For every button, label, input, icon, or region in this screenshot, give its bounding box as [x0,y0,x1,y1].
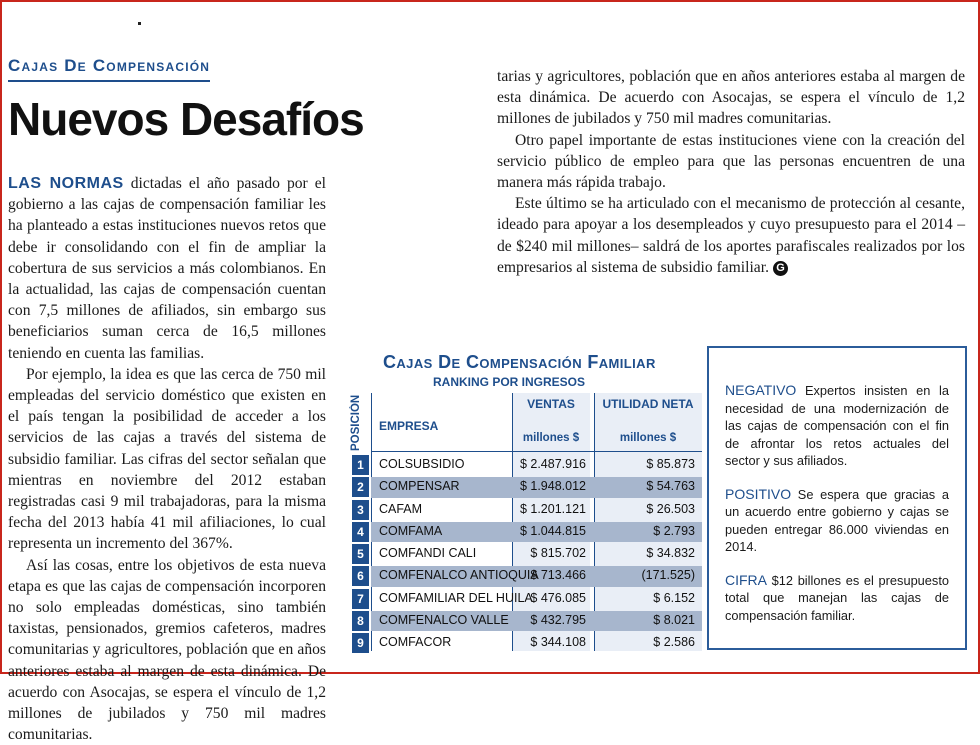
empresa-cell: COMFAMILIAR DEL HUILA [379,590,533,605]
utilidad-cell: $ 26.503 [646,501,695,516]
position-number: 8 [352,611,369,631]
section-label: Cajas De Compensación [8,56,210,82]
header-rule [371,451,702,452]
empresa-cell: COMFANDI CALI [379,546,477,561]
col-header-utilidad: UTILIDAD NETA [602,397,694,411]
utilidad-cell: $ 2.586 [653,635,695,650]
paragraph-5-text: Este último se ha articulado con el mecanismo de protección al cesante, ideado para apoyar a los desempleados y cuyo presupuesto para el 2014 –de $240 mil millones– saldrá de los aportes parafiscales realizados por los empresarios al sistema de subsidio familiar. [497,195,965,276]
position-number: 6 [352,566,369,586]
col-header-posicion: POSICIÓN [350,394,362,451]
cifra-paragraph [725,572,949,625]
positivo-text: Se espera que gracias a un acuerdo entre gobierno y cajas se pueden entregar 86.000 viviendas en 2014. [725,486,949,554]
positivo-keyword: POSITIVO [725,485,792,502]
empresa-cell: COMFACOR [379,635,452,650]
table-row [347,543,702,565]
ventas-cell: $ 476.085 [530,590,586,605]
article-paragraph-3: Así las cosas, entre los objetivos de esta nueva etapa es que las cajas de compensación incorporen no solo empleadas domésticas, sino también taxistas, pensionados, gremios cafeteros, madres comunitarias y agricultores, población que en años anteriores estaba al margen de esta dinámica. De acuerdo con Asocajas, se espera el vínculo de 1,2 millones de jubilados y 750 mil madres comunitarias. [8,556,326,744]
empresa-cell: COMFAMA [379,523,443,538]
article-column-2 [497,66,965,278]
stray-dot [138,22,141,25]
utilidad-cell: $ 85.873 [646,457,695,471]
utilidad-cell: $ 6.152 [653,590,695,605]
table-row [347,588,702,610]
table-row [347,499,702,521]
table-row [347,610,702,632]
col-header-empresa: EMPRESA [379,419,439,433]
negativo-keyword: NEGATIVO [725,382,797,398]
cifra-text: $12 billones es el presupuesto total que manejan las cajas de compensación familiar. [725,572,949,623]
position-number: 1 [352,455,369,475]
table-row [347,565,702,587]
table-row [347,632,702,654]
positivo-paragraph [725,486,949,556]
position-number: 2 [352,477,369,497]
lead-word: LAS NORMAS [8,175,124,192]
empresa-cell: CAFAM [379,501,423,516]
table-rows [347,454,702,655]
position-number: 7 [352,589,369,609]
table-row [347,454,702,476]
article-paragraph-5 [497,193,965,278]
article-paragraph-2: Por ejemplo, la idea es que las cerca de 750 mil empleadas del servicio doméstico que existen en el país tengan la posibilidad de acceder a los servicios de las cajas a través del sistema de subsidio familiar. Las cifras del sector señalan que mientras en noviembre del 2012 estaban registradas casi 9 mil trabajadoras, para la misma fecha del 2013 había 41 mil afiliaciones, lo cual representa un incremento del 367%. [8,365,326,553]
position-number: 4 [352,522,369,542]
negativo-text: Expertos insisten en la necesidad de una modernización de las cajas de compensación con el fin de afrontar los retos actuales del sector y sus afiliados. [725,383,949,468]
position-number: 5 [352,544,369,564]
article-paragraph-4: Otro papel importante de estas instituciones viene con la creación del servicio público de empleo para que las personas encuentren de una manera más rápida trabajo. [497,131,965,192]
sidebar-box [707,346,967,650]
utilidad-cell: (171.525) [641,568,695,583]
utilidad-cell: $ 8.021 [653,613,695,628]
ventas-cell: $ 1.948.012 [519,479,586,494]
table-row [347,476,702,498]
article-paragraph-3-cont: tarias y agricultores, población que en años anteriores estaba al margen de esta dinámica. De acuerdo con Asocajas, se espera el vínculo de 1,2 millones de jubilados y 750 mil madres comunitarias. [497,68,965,128]
ventas-cell: $ 1.201.121 [519,501,586,516]
col-header-ventas: VENTAS [527,397,575,411]
position-number: 3 [352,500,369,520]
empresa-cell: COMFENALCO ANTIOQUIA [379,568,539,583]
ventas-cell: $ 1.044.815 [519,523,586,538]
end-mark-icon: G [773,261,788,276]
empresa-cell: COMPENSAR [379,479,460,494]
ventas-cell: $ 815.702 [530,546,586,561]
table-row [347,521,702,543]
article-paragraph-1 [8,173,326,364]
empresa-cell: COMFENALCO VALLE [379,613,509,628]
position-number: 9 [352,633,369,653]
table-title: Cajas De Compensación Familiar [383,352,656,372]
article-column-1 [8,173,327,744]
cifra-keyword: CIFRA [725,571,767,588]
negativo-paragraph [725,382,949,470]
ventas-cell: $ 432.795 [530,613,586,628]
ventas-cell: $ 713.466 [530,568,586,583]
ventas-cell: $ 2.487.916 [519,457,586,471]
ventas-cell: $ 344.108 [530,635,586,650]
table-subtitle: RANKING POR INGRESOS [433,375,586,389]
ranking-table [347,393,702,655]
utilidad-cell: $ 54.763 [646,479,695,494]
utilidad-cell: $ 2.793 [653,523,695,538]
headline: Nuevos Desafíos [8,93,364,145]
unit-utilidad: millones $ [619,432,677,444]
unit-ventas: millones $ [522,432,580,444]
empresa-cell: COLSUBSIDIO [379,457,465,471]
utilidad-cell: $ 34.832 [646,546,695,561]
paragraph-1-text: dictadas el año pasado por el gobierno a las cajas de compensación familiar les ha planteado a estas instituciones nuevos retos que debe ir consolidando con el fin de ampliar la cobertura de sus servicios a más colombianos. En la actualidad, las cajas de compensación cuentan con 7,5 millones de afiliados, sin embargo sus beneficiarios suman cerca de 16,5 millones teniendo en cuenta las familias. [8,175,327,362]
